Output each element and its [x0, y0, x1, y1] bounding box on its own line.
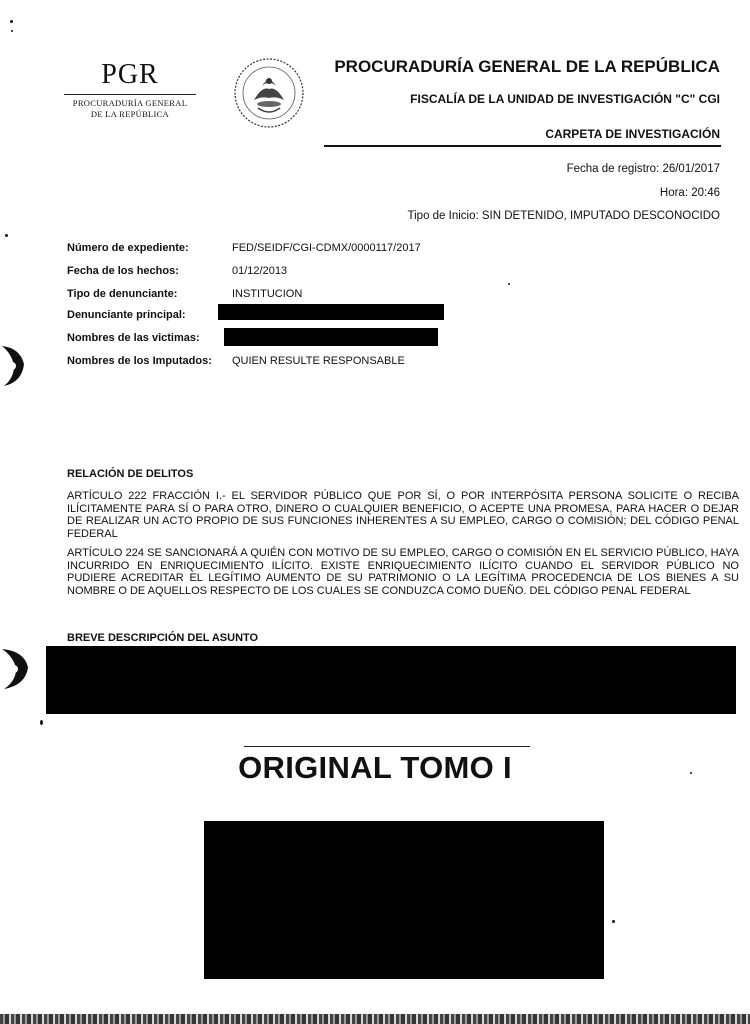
redaction-denunciante	[218, 304, 444, 320]
field-value-tipo-denunciante: INSTITUCION	[232, 288, 303, 300]
national-seal-icon	[232, 56, 306, 130]
scan-speck	[40, 720, 43, 725]
scan-speck	[5, 234, 8, 237]
logo-line-1: PROCURADURÍA GENERAL	[72, 98, 188, 108]
field-value-fecha-hechos: 01/12/2013	[232, 265, 288, 277]
fiscalia-title: FISCALÍA DE LA UNIDAD DE INVESTIGACIÓN "C" CGI	[410, 92, 720, 106]
hora-registro: Hora: 20:46	[659, 187, 720, 199]
binder-hole-mark-top	[0, 342, 26, 390]
delitos-heading: RELACIÓN DE DELITOS	[67, 468, 194, 480]
tipo-inicio: Tipo de Inicio: SIN DETENIDO, IMPUTADO DESCONOCIDO	[407, 210, 720, 222]
breve-heading: BREVE DESCRIPCIÓN DEL ASUNTO	[67, 632, 259, 644]
stamp-rule	[244, 746, 530, 747]
field-label-victimas: Nombres de las victimas:	[67, 332, 200, 344]
agency-title: PROCURADURÍA GENERAL DE LA REPÚBLICA	[334, 57, 720, 76]
scan-speck	[508, 283, 510, 285]
field-label-imputados: Nombres de los Imputados:	[67, 355, 212, 367]
scan-speck	[11, 30, 13, 32]
logo-line-2: DE LA REPÚBLICA	[90, 109, 170, 119]
pgr-logo	[60, 60, 200, 120]
scan-speck	[10, 20, 13, 23]
redaction-bottom-block	[204, 821, 604, 979]
field-value-expediente: FED/SEIDF/CGI-CDMX/0000117/2017	[232, 242, 421, 254]
field-value-imputados: QUIEN RESULTE RESPONSABLE	[232, 355, 405, 367]
binder-hole-mark-bottom	[0, 645, 30, 693]
scan-speck	[612, 920, 615, 923]
original-tomo-title: ORIGINAL TOMO I	[238, 750, 512, 785]
scan-speck	[690, 772, 692, 774]
pgr-acronym: PGR	[101, 59, 159, 90]
redaction-descripcion	[46, 646, 736, 714]
redaction-victimas	[224, 328, 438, 346]
logo-divider	[64, 94, 196, 95]
field-label-denunciante: Denunciante principal:	[67, 309, 186, 321]
article-222: ARTÍCULO 222 FRACCIÓN I.- EL SERVIDOR PÚBLICO QUE POR SÍ, O POR INTERPÓSITA PERSONA SOLICITE O RECIBA ILÍCITAMENTE PARA SÍ O PARA OTRO, DINERO O CUALQUIER BENEFICIO, O ACEPTE UNA PROMESA, PARA HACER O DEJAR DE REALIZAR UN ACTO PROPIO DE SUS FUNCIONES INHERENTES A SU EMPLEO, CARGO O COMISIÓN; DEL CÓDIGO PENAL FEDERAL	[67, 490, 739, 540]
field-label-fecha-hechos: Fecha de los hechos:	[67, 265, 179, 277]
fecha-registro: Fecha de registro: 26/01/2017	[566, 163, 720, 175]
header-rule	[324, 145, 721, 147]
carpeta-title: CARPETA DE INVESTIGACIÓN	[545, 127, 720, 141]
article-224: ARTÍCULO 224 SE SANCIONARÁ A QUIÉN CON MOTIVO DE SU EMPLEO, CARGO O COMISIÓN EN EL SERVICIO PÚBLICO, HAYA INCURRIDO EN ENRIQUECIMIENTO ILÍCITO. EXISTE ENRIQUECIMIENTO ILÍCITO CUANDO EL SERVIDOR PÚBLICO NO PUDIERE ACREDITAR EL LEGÍTIMO AUMENTO DE SU PATRIMONIO O LA LEGÍTIMA PROCEDENCIA DE LOS BIENES A SU NOMBRE O DE AQUELLOS RESPECTO DE LOS CUALES SE CONDUZCA COMO DUEÑO. DEL CÓDIGO PENAL FEDERAL	[67, 547, 739, 597]
field-label-tipo-denunciante: Tipo de denunciante:	[67, 288, 178, 300]
field-label-expediente: Número de expediente:	[67, 242, 189, 254]
scan-bottom-edge	[0, 1014, 750, 1024]
